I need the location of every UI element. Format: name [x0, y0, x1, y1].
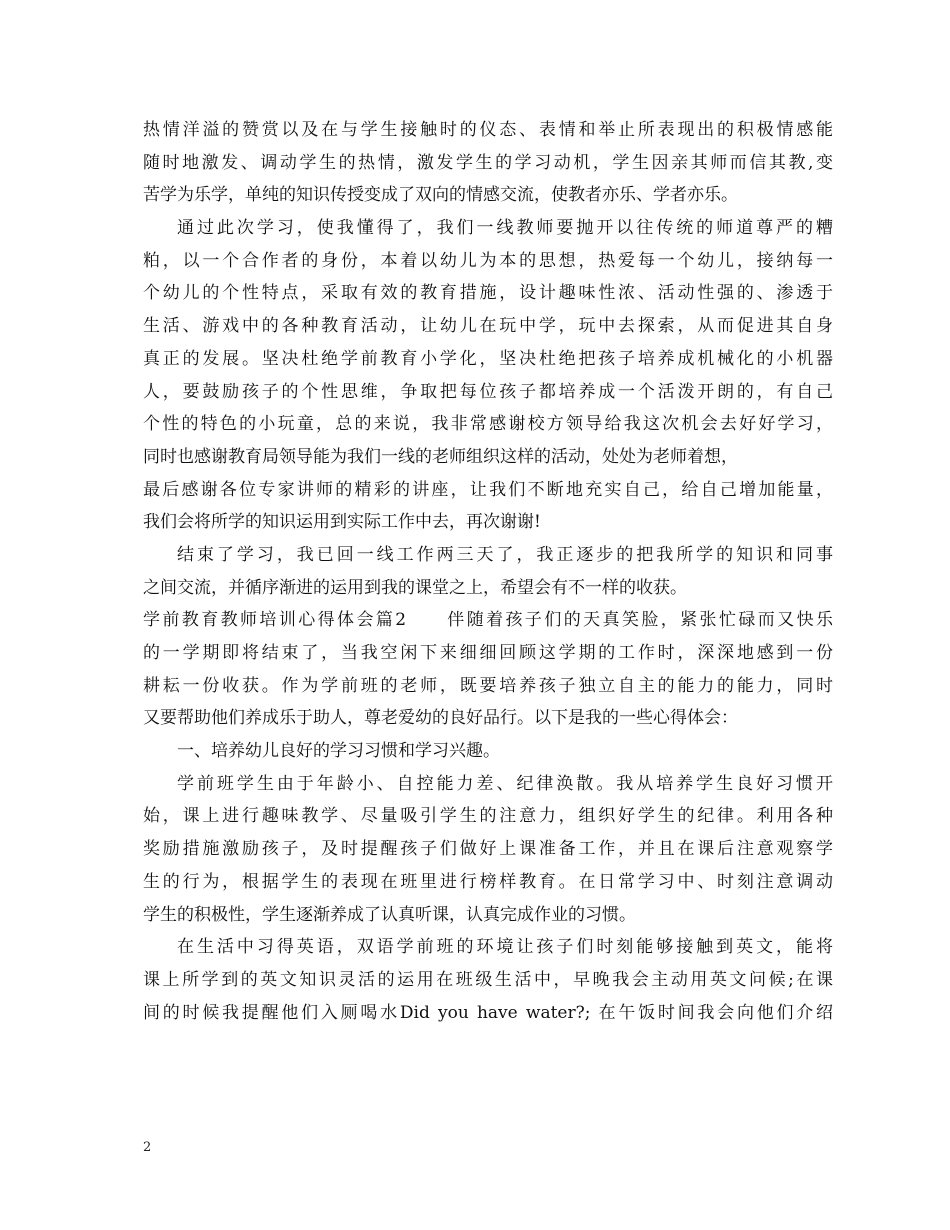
text-line: 粕，以一个合作者的身份，本着以幼儿为本的思想，热爱每一个幼儿，接纳每一 [143, 250, 833, 271]
text-line: 学生的积极性，学生逐渐养成了认真听课，认真完成作业的习惯。 [143, 904, 636, 925]
text-line: 个性的特色的小玩童，总的来说，我非常感谢校方领导给我这次机会去好好学习， [143, 414, 833, 435]
body-text [143, 114, 833, 1029]
text-line: 学前班学生由于年龄小、自控能力差、纪律涣散。我从培养学生良好习惯开 [177, 773, 833, 794]
text-line: 个幼儿的个性特点，采取有效的教育措施，设计趣味性浓、活动性强的、渗透于 [143, 283, 833, 304]
text-line: 真正的发展。坚决杜绝学前教育小学化，坚决杜绝把孩子培养成机械化的小机器 [143, 348, 833, 369]
page-number: 2 [143, 1140, 152, 1155]
text-line: 最后感谢各位专家讲师的精彩的讲座，让我们不断地充实自己，给自己增加能量， [143, 479, 833, 500]
text-line: 学前教育教师培训心得体会篇2 伴随着孩子们的天真笑脸，紧张忙碌而又快乐 [143, 610, 833, 631]
text-line: 的一学期即将结束了，当我空闲下来细细回顾这学期的工作时，深深地感到一份 [143, 643, 833, 663]
text-line: 一、培养幼儿良好的学习习惯和学习兴趣。 [177, 741, 500, 762]
text-line: 通过此次学习，使我懂得了，我们一线教师要抛开以往传统的师道尊严的糟 [177, 218, 833, 239]
text-line: 在生活中习得英语，双语学前班的环境让孩子们时刻能够接触到英文，能将 [177, 937, 833, 958]
text-line: 又要帮助他们养成乐于助人，尊老爱幼的良好品行。以下是我的一些心得体会： [143, 708, 738, 729]
text-line: 结束了学习，我已回一线工作两三天了，我正逐步的把我所学的知识和同事 [177, 544, 833, 565]
text-line: 耕耘一份收获。作为学前班的老师，既要培养孩子独立自主的能力的能力，同时 [143, 675, 833, 696]
text-line: 热情洋溢的赞赏以及在与学生接触时的仪态、表情和举止所表现出的积极情感能 [143, 120, 833, 140]
text-line: 苦学为乐学，单纯的知识传授变成了双向的情感交流，使教者亦乐、学者亦乐。 [143, 185, 738, 206]
text-line: 间的时候我提醒他们入厕喝水Did you have water?; 在午饭时间我会向他们介绍 [143, 1002, 833, 1023]
text-line: 奖励措施激励孩子，及时提醒孩子们做好上课准备工作，并且在课后注意观察学 [143, 839, 833, 860]
text-line: 生的行为，根据学生的表现在班里进行榜样教育。在日常学习中、时刻注意调动 [143, 871, 833, 892]
text-line: 随时地激发、调动学生的热情，激发学生的学习动机，学生因亲其师而信其教,变 [143, 152, 833, 173]
text-line: 始，课上进行趣味教学、尽量吸引学生的注意力，组织好学生的纪律。利用各种 [143, 806, 833, 827]
text-line: 同时也感谢教育局领导能为我们一线的老师组织这样的活动，处处为老师着想， [143, 446, 738, 467]
text-line: 人，要鼓励孩子的个性思维，争取把每位孩子都培养成一个活泼开朗的，有自己 [143, 381, 833, 402]
text-line: 生活、游戏中的各种教育活动，让幼儿在玩中学，玩中去探索，从而促进其自身 [143, 316, 833, 337]
text-line: 之间交流，并循序渐进的运用到我的课堂之上，希望会有不一样的收获。 [143, 577, 687, 598]
text-line: 我们会将所学的知识运用到实际工作中去，再次谢谢! [143, 512, 541, 533]
text-line: 课上所学到的英文知识灵活的运用在班级生活中，早晚我会主动用英文问候;在课 [143, 969, 833, 990]
